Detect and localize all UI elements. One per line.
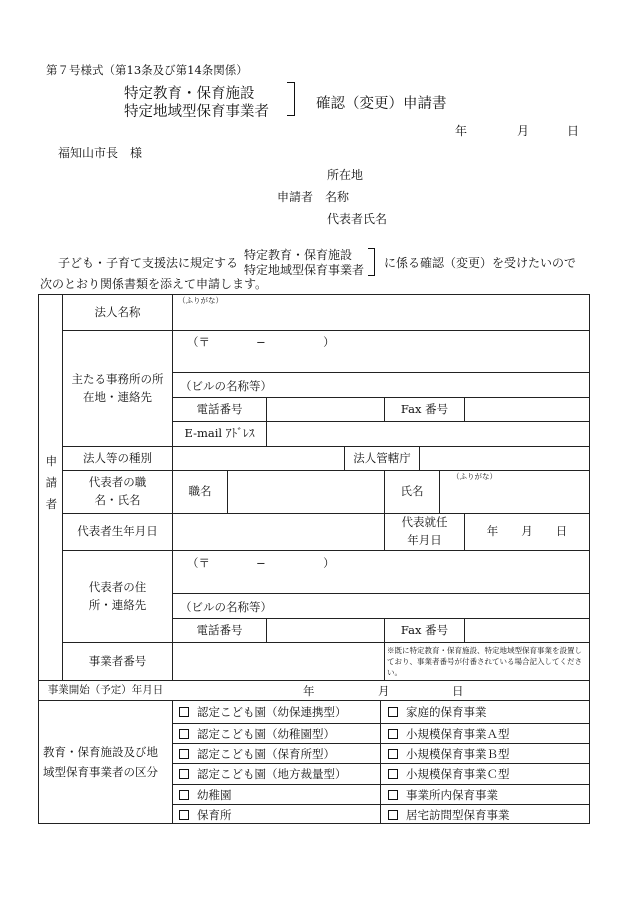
corp-name-label: 法人名称 — [94, 304, 141, 319]
option-kodomoen-yoho[interactable]: 認定こども園（幼保連携型） — [179, 704, 347, 720]
category-label: 教育・保育施設及び地域型保育事業者の区分 — [43, 744, 158, 779]
main-office-email-label: E-mail ｱﾄﾞﾚｽ — [184, 426, 255, 441]
operator-no-label: 事業者番号 — [88, 653, 147, 668]
addressee: 福知山市長 様 — [58, 146, 143, 160]
rep-address-postal: （〒 − ） — [187, 556, 335, 570]
intro-facility-2: 特定地域型保育事業者 — [244, 263, 365, 277]
main-office-fax-label: Fax 番号 — [400, 401, 449, 416]
start-date-label: 事業開始（予定）年月日 — [47, 684, 164, 697]
applicant-rep-label: 代表者氏名 — [327, 212, 388, 226]
form-number: 第７号様式（第13条及び第14条関係） — [46, 63, 248, 77]
intro-text-3: 次のとおり関係書類を添えて申請します。 — [40, 277, 268, 291]
rep-term-label: 代表就任年月日 — [401, 515, 448, 547]
rep-fax-label: Fax 番号 — [400, 622, 449, 637]
start-month-label: 月 — [378, 684, 390, 698]
title-line-2: 特定地域型保育事業者 — [124, 104, 269, 120]
option-katei-hoiku[interactable]: 家庭的保育事業 — [388, 704, 487, 720]
main-office-postal: （〒 − ） — [187, 335, 335, 349]
option-yochien[interactable]: 幼稚園 — [179, 787, 232, 803]
option-kyotaku-homon[interactable]: 居宅訪問型保育事業 — [388, 807, 510, 823]
option-kodomoen-chiho[interactable]: 認定こども園（地方裁量型） — [179, 766, 347, 782]
checkbox-icon[interactable] — [179, 749, 189, 759]
rep-address-label: 代表者の住所・連絡先 — [88, 579, 147, 612]
option-shokibo-c[interactable]: 小規模保育事業Ｃ型 — [388, 766, 510, 782]
rep-title-name-label: 代表者の職名・氏名 — [88, 475, 147, 507]
applicant-side-label: 申請者 — [44, 455, 59, 520]
corp-type-label: 法人等の種別 — [83, 450, 152, 465]
rep-birth-label: 代表者生年月日 — [77, 524, 158, 539]
rep-address-building: （ビルの名称等） — [180, 600, 272, 614]
rep-name-furigana: （ふりがな） — [452, 472, 497, 481]
checkbox-icon[interactable] — [179, 707, 189, 717]
main-office-building: （ビルの名称等） — [180, 379, 272, 393]
checkbox-icon[interactable] — [179, 810, 189, 820]
option-hoikusho[interactable]: 保育所 — [179, 807, 232, 823]
applicant-name-label: 申請者 名称 — [277, 190, 350, 204]
start-day-label: 日 — [452, 684, 464, 698]
checkbox-icon[interactable] — [179, 790, 189, 800]
checkbox-icon[interactable] — [388, 769, 398, 779]
option-kodomoen-yochien[interactable]: 認定こども園（幼稚園型） — [179, 726, 335, 742]
operator-no-note: ※既に特定教育・保育施設、特定地域型保育事業を設置しており、事業者番号が付番されている場合記入してください。 — [387, 645, 582, 678]
rep-term-date: 年 月 日 — [486, 524, 568, 539]
corp-authority-label: 法人管轄庁 — [353, 450, 411, 465]
date-year-label: 年 — [455, 124, 468, 138]
main-office-label: 主たる事務所の所在地・連絡先 — [71, 371, 164, 404]
date-month-label: 月 — [517, 124, 530, 138]
main-office-phone-label: 電話番号 — [196, 401, 243, 416]
intro-facility-1: 特定教育・保育施設 — [244, 248, 353, 262]
checkbox-icon[interactable] — [388, 707, 398, 717]
intro-text-1: 子ども・子育て支援法に規定する — [58, 256, 239, 270]
checkbox-icon[interactable] — [388, 810, 398, 820]
rep-phone-label: 電話番号 — [196, 622, 243, 637]
intro-text-2: に係る確認（変更）を受けたいので — [384, 256, 577, 270]
rep-position-label: 職名 — [188, 484, 212, 499]
checkbox-icon[interactable] — [179, 769, 189, 779]
start-year-label: 年 — [303, 684, 315, 698]
corp-name-furigana: （ふりがな） — [178, 296, 223, 305]
checkbox-icon[interactable] — [179, 729, 189, 739]
title-suffix: 確認（変更）申請書 — [316, 96, 447, 112]
date-day-label: 日 — [567, 124, 580, 138]
option-kodomoen-hoikusho[interactable]: 認定こども園（保育所型） — [179, 746, 335, 762]
rep-name-label: 氏名 — [400, 484, 424, 499]
title-line-1: 特定教育・保育施設 — [124, 86, 255, 102]
applicant-address-label: 所在地 — [327, 168, 364, 182]
option-shokibo-b[interactable]: 小規模保育事業Ｂ型 — [388, 746, 510, 762]
option-shokibo-a[interactable]: 小規模保育事業Ａ型 — [388, 726, 510, 742]
checkbox-icon[interactable] — [388, 729, 398, 739]
checkbox-icon[interactable] — [388, 790, 398, 800]
checkbox-icon[interactable] — [388, 749, 398, 759]
option-jigyoshonai[interactable]: 事業所内保育事業 — [388, 787, 498, 803]
